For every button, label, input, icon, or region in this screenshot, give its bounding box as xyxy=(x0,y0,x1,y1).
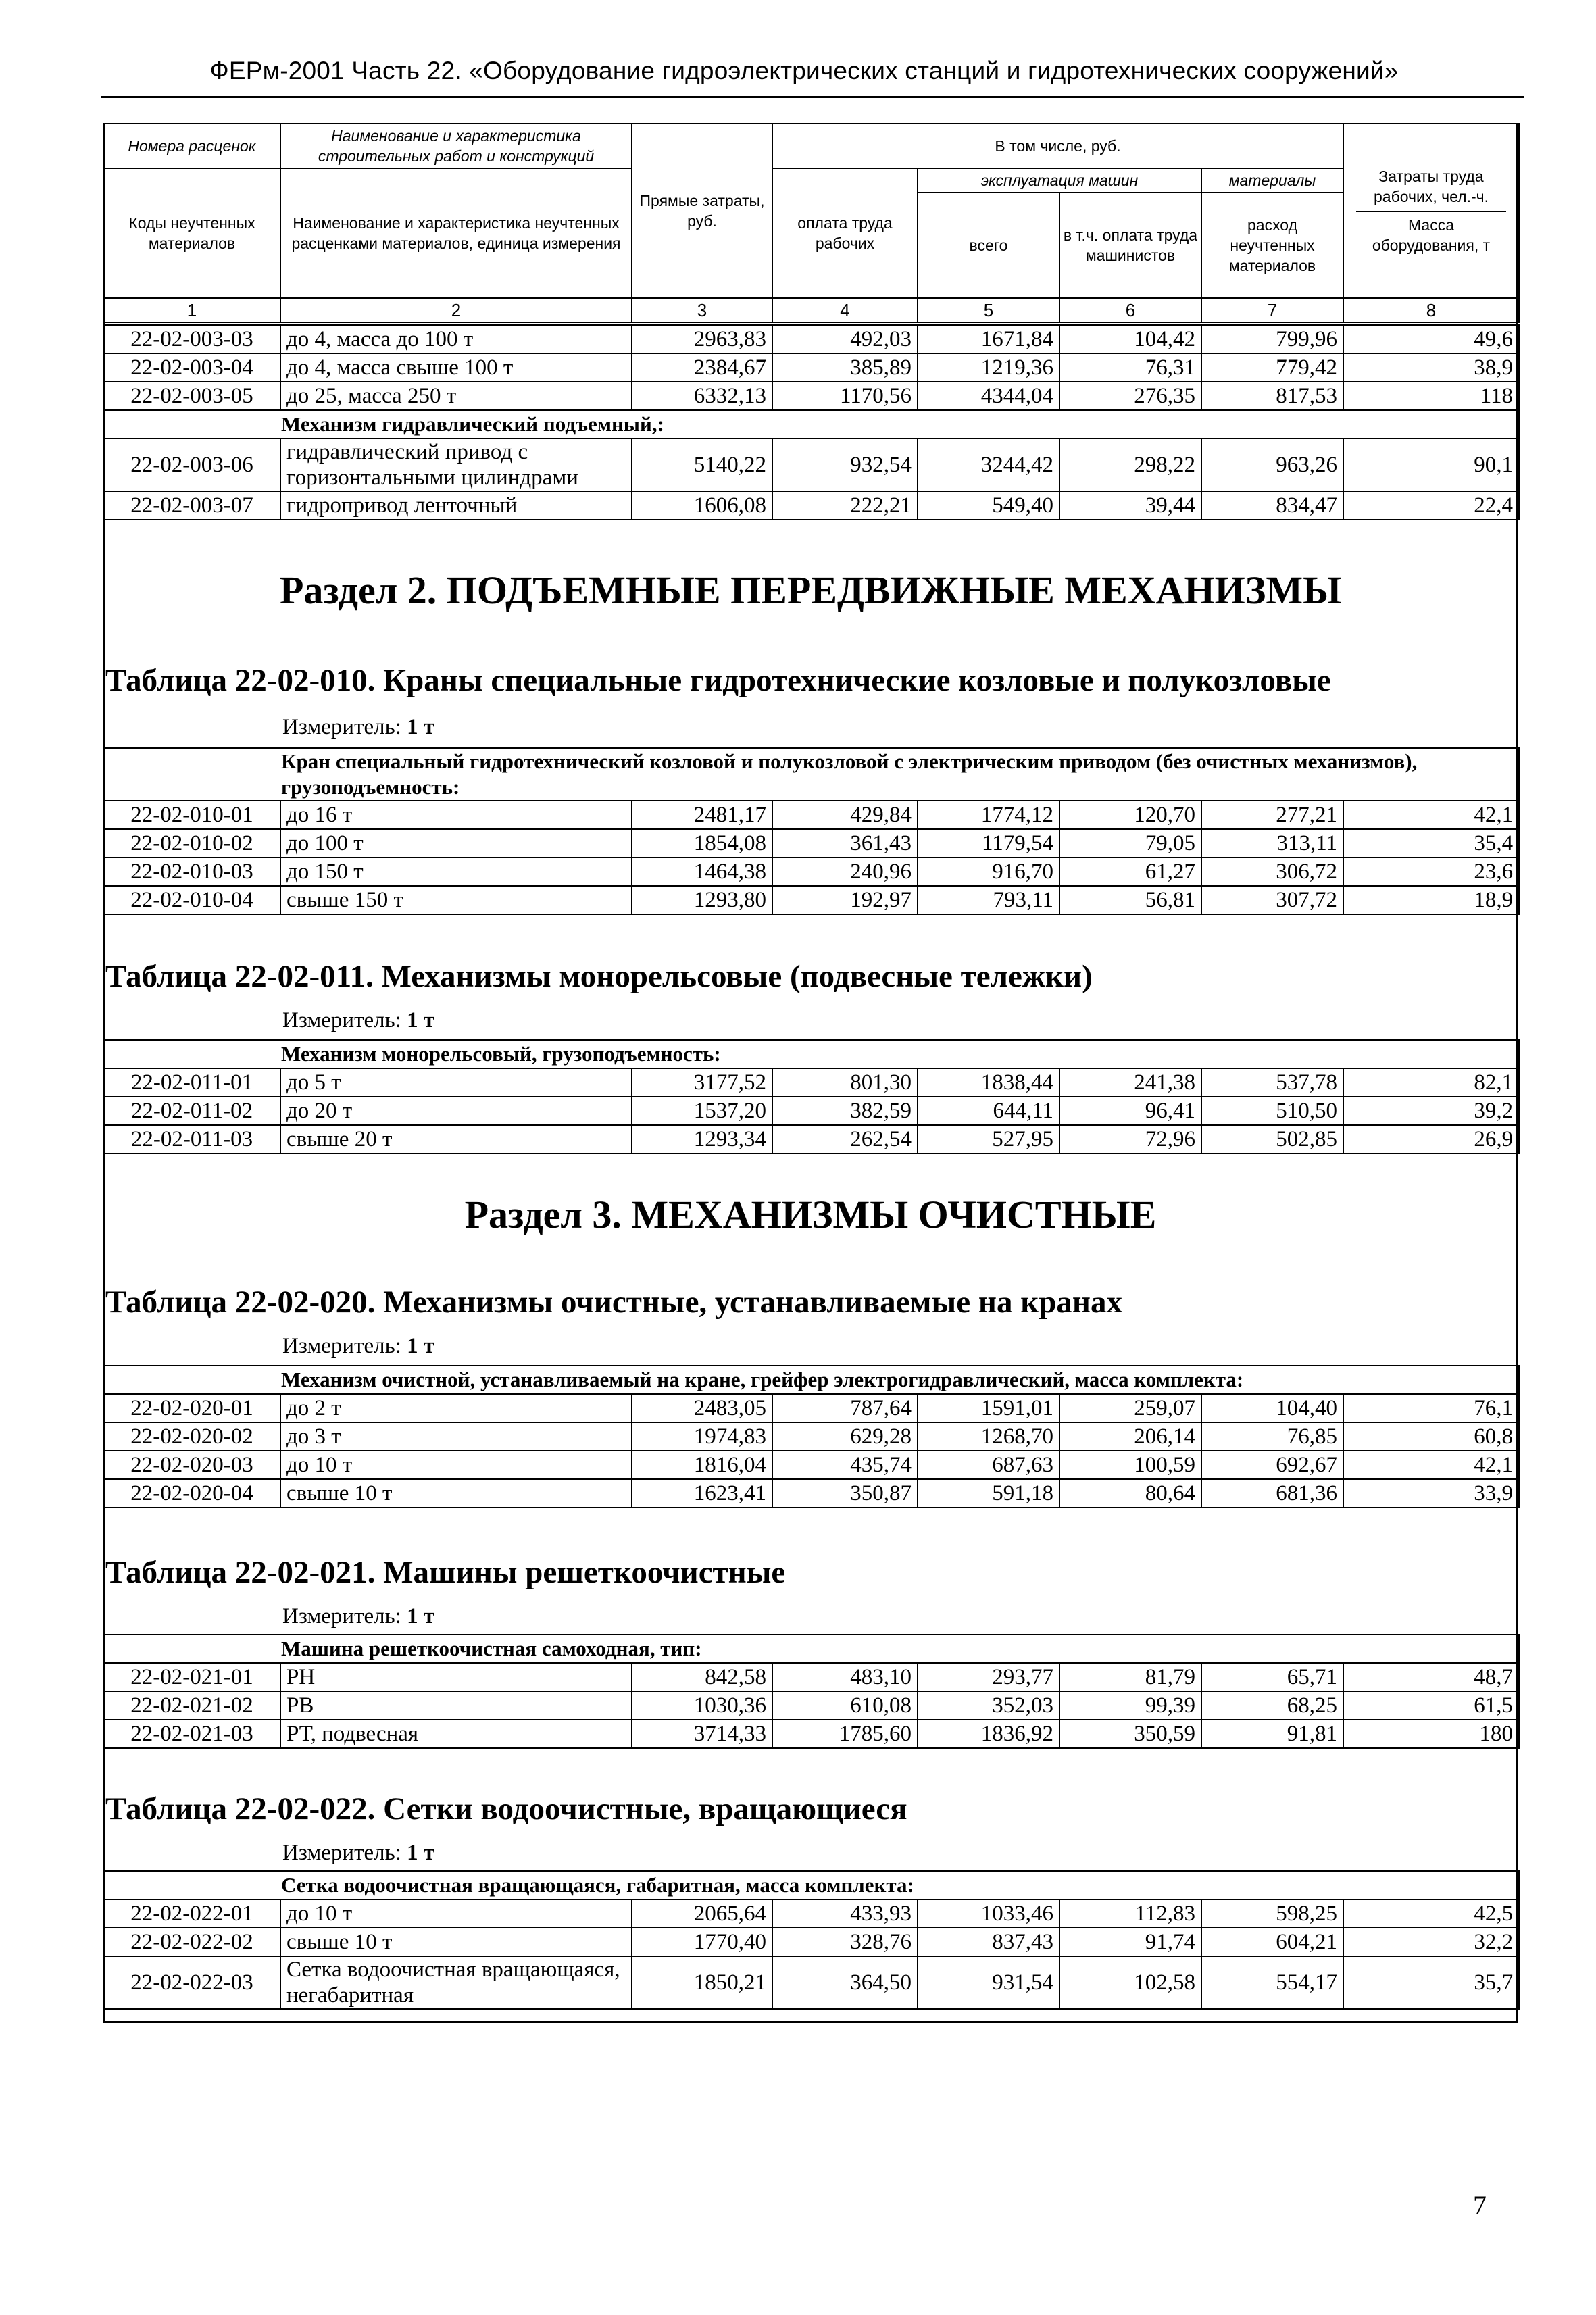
direct-cost-cell: 1606,08 xyxy=(632,491,772,520)
table-011-title: Таблица 22-02-011. Механизмы монорельсовые (подвесные тележки) xyxy=(105,959,1093,994)
machines-total-cell: 4344,04 xyxy=(918,382,1059,410)
col-num-8: 8 xyxy=(1343,298,1519,322)
code-cell: 22-02-020-01 xyxy=(103,1394,280,1422)
machines-total-cell: 1268,70 xyxy=(918,1422,1059,1451)
materials-cell: 68,25 xyxy=(1201,1691,1343,1720)
machines-total-cell: 1774,12 xyxy=(918,801,1059,829)
labor-hours-cell: 35,4 xyxy=(1343,829,1519,857)
labor-pay-cell: 429,84 xyxy=(772,801,918,829)
labor-pay-cell: 1785,60 xyxy=(772,1720,918,1748)
name-cell: гидропривод ленточный xyxy=(280,491,632,520)
col-machines: эксплуатация машин xyxy=(918,168,1201,193)
materials-cell: 104,40 xyxy=(1201,1394,1343,1422)
machines-total-cell: 1219,36 xyxy=(918,353,1059,382)
name-cell: до 25, масса 250 т xyxy=(280,382,632,410)
table-row xyxy=(103,1422,1519,1451)
labor-pay-cell: 483,10 xyxy=(772,1663,918,1691)
machines-total-cell: 352,03 xyxy=(918,1691,1059,1720)
materials-cell: 598,25 xyxy=(1201,1899,1343,1928)
machines-total-cell: 931,54 xyxy=(918,1956,1059,2009)
table-row xyxy=(103,1928,1519,1956)
name-cell: до 4, масса свыше 100 т xyxy=(280,353,632,382)
materials-cell: 817,53 xyxy=(1201,382,1343,410)
table-row xyxy=(103,1068,1519,1097)
code-cell: 22-02-010-04 xyxy=(103,886,280,914)
col-labor-bottom: Масса оборудования, т xyxy=(1356,211,1506,255)
group-heading: Сетка водоочистная вращающаяся, габаритная, масса комплекта: xyxy=(103,1871,1519,1899)
materials-cell: 963,26 xyxy=(1201,439,1343,491)
table-011-meter xyxy=(282,1008,434,1033)
labor-hours-cell: 118 xyxy=(1343,382,1519,410)
group-row xyxy=(103,1040,1519,1068)
block1-table xyxy=(103,324,1520,520)
materials-cell: 692,67 xyxy=(1201,1451,1343,1479)
col-name-top: Наименование и характеристика строительных работ и конструкций xyxy=(280,124,632,168)
group-row xyxy=(103,748,1519,801)
name-cell: до 10 т xyxy=(280,1451,632,1479)
operators-pay-cell: 298,22 xyxy=(1059,439,1201,491)
materials-cell: 307,72 xyxy=(1201,886,1343,914)
machines-total-cell: 1033,46 xyxy=(918,1899,1059,1928)
group-heading: Механизм гидравлический подъемный,: xyxy=(103,410,1519,439)
code-cell: 22-02-022-02 xyxy=(103,1928,280,1956)
code-cell: 22-02-011-03 xyxy=(103,1125,280,1153)
code-cell: 22-02-011-01 xyxy=(103,1068,280,1097)
table-row xyxy=(103,382,1519,410)
name-cell: до 16 т xyxy=(280,801,632,829)
labor-pay-cell: 240,96 xyxy=(772,857,918,886)
group-row xyxy=(103,1366,1519,1394)
code-cell: 22-02-022-01 xyxy=(103,1899,280,1928)
labor-hours-cell: 48,7 xyxy=(1343,1663,1519,1691)
machines-total-cell: 837,43 xyxy=(918,1928,1059,1956)
materials-cell: 554,17 xyxy=(1201,1956,1343,2009)
col-code-top: Номера расценок xyxy=(103,124,280,168)
labor-pay-cell: 433,93 xyxy=(772,1899,918,1928)
direct-cost-cell: 6332,13 xyxy=(632,382,772,410)
code-cell: 22-02-021-01 xyxy=(103,1663,280,1691)
labor-hours-cell: 49,6 xyxy=(1343,325,1519,353)
direct-cost-cell: 1854,08 xyxy=(632,829,772,857)
code-cell: 22-02-003-07 xyxy=(103,491,280,520)
meter-value: 1 т xyxy=(407,1841,435,1865)
direct-cost-cell: 1816,04 xyxy=(632,1451,772,1479)
code-cell: 22-02-010-03 xyxy=(103,857,280,886)
materials-cell: 537,78 xyxy=(1201,1068,1343,1097)
materials-cell: 779,42 xyxy=(1201,353,1343,382)
direct-cost-cell: 1293,80 xyxy=(632,886,772,914)
col-incl: В том числе, руб. xyxy=(772,124,1343,168)
operators-pay-cell: 61,27 xyxy=(1059,857,1201,886)
col-incl-operators: в т.ч. оплата труда машинистов xyxy=(1059,193,1201,298)
code-cell: 22-02-010-01 xyxy=(103,801,280,829)
operators-pay-cell: 112,83 xyxy=(1059,1899,1201,1928)
labor-pay-cell: 801,30 xyxy=(772,1068,918,1097)
table-row xyxy=(103,1451,1519,1479)
name-cell: свыше 20 т xyxy=(280,1125,632,1153)
name-cell: свыше 10 т xyxy=(280,1928,632,1956)
direct-cost-cell: 2963,83 xyxy=(632,325,772,353)
table-row xyxy=(103,325,1519,353)
direct-cost-cell: 1030,36 xyxy=(632,1691,772,1720)
machines-total-cell: 1671,84 xyxy=(918,325,1059,353)
materials-cell: 834,47 xyxy=(1201,491,1343,520)
labor-hours-cell: 33,9 xyxy=(1343,1479,1519,1508)
table-020-meter xyxy=(282,1334,434,1359)
labor-pay-cell: 361,43 xyxy=(772,829,918,857)
labor-pay-cell: 1170,56 xyxy=(772,382,918,410)
meter-label: Измеритель: xyxy=(282,715,401,739)
table-022 xyxy=(103,1870,1520,2010)
direct-cost-cell: 2481,17 xyxy=(632,801,772,829)
code-cell: 22-02-011-02 xyxy=(103,1097,280,1125)
machines-total-cell: 591,18 xyxy=(918,1479,1059,1508)
group-row xyxy=(103,1635,1519,1663)
table-row xyxy=(103,857,1519,886)
group-row xyxy=(103,410,1519,439)
page-number: 7 xyxy=(1473,2190,1487,2220)
col-materials: материалы xyxy=(1201,168,1343,193)
operators-pay-cell: 80,64 xyxy=(1059,1479,1201,1508)
direct-cost-cell: 1974,83 xyxy=(632,1422,772,1451)
labor-hours-cell: 42,1 xyxy=(1343,801,1519,829)
group-heading: Механизм монорельсовый, грузоподъемность: xyxy=(103,1040,1519,1068)
machines-total-cell: 527,95 xyxy=(918,1125,1059,1153)
direct-cost-cell: 2065,64 xyxy=(632,1899,772,1928)
operators-pay-cell: 259,07 xyxy=(1059,1394,1201,1422)
labor-pay-cell: 492,03 xyxy=(772,325,918,353)
table-021 xyxy=(103,1634,1520,1749)
operators-pay-cell: 100,59 xyxy=(1059,1451,1201,1479)
col-name-bottom: Наименование и характеристика неучтенных расценками материалов, единица измерения xyxy=(280,168,632,298)
col-code-bottom: Коды неучтенных материалов xyxy=(103,168,280,298)
labor-hours-cell: 32,2 xyxy=(1343,1928,1519,1956)
operators-pay-cell: 102,58 xyxy=(1059,1956,1201,2009)
direct-cost-cell: 1537,20 xyxy=(632,1097,772,1125)
labor-hours-cell: 42,5 xyxy=(1343,1899,1519,1928)
labor-hours-cell: 76,1 xyxy=(1343,1394,1519,1422)
operators-pay-cell: 96,41 xyxy=(1059,1097,1201,1125)
name-cell: до 150 т xyxy=(280,857,632,886)
machines-total-cell: 293,77 xyxy=(918,1663,1059,1691)
table-row xyxy=(103,886,1519,914)
direct-cost-cell: 1850,21 xyxy=(632,1956,772,2009)
operators-pay-cell: 104,42 xyxy=(1059,325,1201,353)
name-cell: РТ, подвесная xyxy=(280,1720,632,1748)
table-row xyxy=(103,491,1519,520)
table-022-title: Таблица 22-02-022. Сетки водоочистные, вращающиеся xyxy=(105,1791,907,1826)
labor-pay-cell: 382,59 xyxy=(772,1097,918,1125)
operators-pay-cell: 276,35 xyxy=(1059,382,1201,410)
machines-total-cell: 644,11 xyxy=(918,1097,1059,1125)
code-cell: 22-02-003-04 xyxy=(103,353,280,382)
column-header-table xyxy=(103,123,1520,323)
materials-cell: 277,21 xyxy=(1201,801,1343,829)
labor-pay-cell: 435,74 xyxy=(772,1451,918,1479)
table-row xyxy=(103,1394,1519,1422)
labor-hours-cell: 180 xyxy=(1343,1720,1519,1748)
table-row xyxy=(103,1479,1519,1508)
group-heading: Механизм очистной, устанавливаемый на кране, грейфер электрогидравлический, масса комплекта: xyxy=(103,1366,1519,1394)
labor-pay-cell: 932,54 xyxy=(772,439,918,491)
operators-pay-cell: 56,81 xyxy=(1059,886,1201,914)
code-cell: 22-02-003-05 xyxy=(103,382,280,410)
table-row xyxy=(103,1125,1519,1153)
operators-pay-cell: 120,70 xyxy=(1059,801,1201,829)
col-num-1: 1 xyxy=(103,298,280,322)
direct-cost-cell: 2483,05 xyxy=(632,1394,772,1422)
name-cell: до 3 т xyxy=(280,1422,632,1451)
labor-pay-cell: 350,87 xyxy=(772,1479,918,1508)
meter-label: Измеритель: xyxy=(282,1841,401,1865)
col-labor-pay: оплата труда рабочих xyxy=(772,168,918,298)
code-cell: 22-02-020-04 xyxy=(103,1479,280,1508)
table-010 xyxy=(103,747,1520,915)
group-heading: Машина решеткоочистная самоходная, тип: xyxy=(103,1635,1519,1663)
table-010-title: Таблица 22-02-010. Краны специальные гидротехнические козловые и полукозловые xyxy=(105,663,1331,698)
col-labor xyxy=(1343,124,1519,298)
direct-cost-cell: 1770,40 xyxy=(632,1928,772,1956)
table-011 xyxy=(103,1039,1520,1154)
code-cell: 22-02-020-02 xyxy=(103,1422,280,1451)
meter-label: Измеритель: xyxy=(282,1334,401,1358)
labor-hours-cell: 35,7 xyxy=(1343,1956,1519,2009)
materials-cell: 681,36 xyxy=(1201,1479,1343,1508)
direct-cost-cell: 842,58 xyxy=(632,1663,772,1691)
machines-total-cell: 916,70 xyxy=(918,857,1059,886)
labor-pay-cell: 192,97 xyxy=(772,886,918,914)
table-row xyxy=(103,1691,1519,1720)
machines-total-cell: 549,40 xyxy=(918,491,1059,520)
meter-value: 1 т xyxy=(407,1008,435,1032)
meter-value: 1 т xyxy=(407,715,435,739)
group-heading: Кран специальный гидротехнический козловой и полукозловой с электрическим приводом (без очистных механизмов), грузоподъемность: xyxy=(103,748,1519,801)
operators-pay-cell: 39,44 xyxy=(1059,491,1201,520)
labor-hours-cell: 22,4 xyxy=(1343,491,1519,520)
table-row xyxy=(103,1663,1519,1691)
direct-cost-cell: 2384,67 xyxy=(632,353,772,382)
col-num-2: 2 xyxy=(280,298,632,322)
machines-total-cell: 793,11 xyxy=(918,886,1059,914)
machines-total-cell: 1836,92 xyxy=(918,1720,1059,1748)
labor-hours-cell: 82,1 xyxy=(1343,1068,1519,1097)
operators-pay-cell: 241,38 xyxy=(1059,1068,1201,1097)
operators-pay-cell: 76,31 xyxy=(1059,353,1201,382)
name-cell: свыше 150 т xyxy=(280,886,632,914)
code-cell: 22-02-021-03 xyxy=(103,1720,280,1748)
materials-cell: 510,50 xyxy=(1201,1097,1343,1125)
operators-pay-cell: 206,14 xyxy=(1059,1422,1201,1451)
labor-hours-cell: 23,6 xyxy=(1343,857,1519,886)
name-cell: до 5 т xyxy=(280,1068,632,1097)
table-021-meter xyxy=(282,1604,434,1629)
table-021-title: Таблица 22-02-021. Машины решеткоочистные xyxy=(105,1555,786,1590)
col-num-3: 3 xyxy=(632,298,772,322)
name-cell: свыше 10 т xyxy=(280,1479,632,1508)
section-3-title: Раздел 3. МЕХАНИЗМЫ ОЧИСТНЫЕ xyxy=(464,1193,1157,1237)
operators-pay-cell: 72,96 xyxy=(1059,1125,1201,1153)
machines-total-cell: 687,63 xyxy=(918,1451,1059,1479)
table-row xyxy=(103,1720,1519,1748)
labor-hours-cell: 26,9 xyxy=(1343,1125,1519,1153)
col-mat-unaccounted: расход неучтенных материалов xyxy=(1201,193,1343,298)
name-cell: Сетка водоочистная вращающаяся, негабаритная xyxy=(280,1956,632,2009)
meter-value: 1 т xyxy=(407,1334,435,1358)
direct-cost-cell: 3177,52 xyxy=(632,1068,772,1097)
code-cell: 22-02-022-03 xyxy=(103,1956,280,2009)
labor-hours-cell: 39,2 xyxy=(1343,1097,1519,1125)
code-cell: 22-02-003-03 xyxy=(103,325,280,353)
table-row xyxy=(103,801,1519,829)
table-row xyxy=(103,439,1519,491)
machines-total-cell: 1179,54 xyxy=(918,829,1059,857)
col-num-5: 5 xyxy=(918,298,1059,322)
code-cell: 22-02-003-06 xyxy=(103,439,280,491)
labor-pay-cell: 787,64 xyxy=(772,1394,918,1422)
name-cell: до 20 т xyxy=(280,1097,632,1125)
table-row xyxy=(103,1097,1519,1125)
labor-pay-cell: 328,76 xyxy=(772,1928,918,1956)
page-header: ФЕРм-2001 Часть 22. «Оборудование гидроэлектрических станций и гидротехнических сооружений» xyxy=(209,57,1399,84)
table-020 xyxy=(103,1365,1520,1508)
labor-hours-cell: 61,5 xyxy=(1343,1691,1519,1720)
code-cell: 22-02-020-03 xyxy=(103,1451,280,1479)
col-num-4: 4 xyxy=(772,298,918,322)
name-cell: гидравлический привод с горизонтальными цилиндрами xyxy=(280,439,632,491)
direct-cost-cell: 1623,41 xyxy=(632,1479,772,1508)
name-cell: РВ xyxy=(280,1691,632,1720)
meter-label: Измеритель: xyxy=(282,1604,401,1628)
materials-cell: 502,85 xyxy=(1201,1125,1343,1153)
operators-pay-cell: 91,74 xyxy=(1059,1928,1201,1956)
group-row xyxy=(103,1871,1519,1899)
operators-pay-cell: 99,39 xyxy=(1059,1691,1201,1720)
labor-hours-cell: 90,1 xyxy=(1343,439,1519,491)
labor-hours-cell: 18,9 xyxy=(1343,886,1519,914)
operators-pay-cell: 350,59 xyxy=(1059,1720,1201,1748)
labor-pay-cell: 629,28 xyxy=(772,1422,918,1451)
name-cell: до 2 т xyxy=(280,1394,632,1422)
table-row xyxy=(103,353,1519,382)
col-labor-top: Затраты труда рабочих, чел.-ч. xyxy=(1373,168,1489,205)
machines-total-cell: 1591,01 xyxy=(918,1394,1059,1422)
operators-pay-cell: 81,79 xyxy=(1059,1663,1201,1691)
name-cell: до 4, масса до 100 т xyxy=(280,325,632,353)
direct-cost-cell: 1293,34 xyxy=(632,1125,772,1153)
materials-cell: 91,81 xyxy=(1201,1720,1343,1748)
name-cell: РН xyxy=(280,1663,632,1691)
machines-total-cell: 3244,42 xyxy=(918,439,1059,491)
labor-pay-cell: 610,08 xyxy=(772,1691,918,1720)
machines-total-cell: 1838,44 xyxy=(918,1068,1059,1097)
materials-cell: 306,72 xyxy=(1201,857,1343,886)
materials-cell: 604,21 xyxy=(1201,1928,1343,1956)
header-rule xyxy=(101,96,1524,98)
labor-pay-cell: 222,21 xyxy=(772,491,918,520)
table-020-title: Таблица 22-02-020. Механизмы очистные, устанавливаемые на кранах xyxy=(105,1285,1122,1320)
col-num-6: 6 xyxy=(1059,298,1201,322)
operators-pay-cell: 79,05 xyxy=(1059,829,1201,857)
section-2-title: Раздел 2. ПОДЪЕМНЫЕ ПЕРЕДВИЖНЫЕ МЕХАНИЗМЫ xyxy=(279,568,1342,612)
materials-cell: 76,85 xyxy=(1201,1422,1343,1451)
name-cell: до 100 т xyxy=(280,829,632,857)
labor-pay-cell: 364,50 xyxy=(772,1956,918,2009)
labor-hours-cell: 42,1 xyxy=(1343,1451,1519,1479)
direct-cost-cell: 1464,38 xyxy=(632,857,772,886)
labor-pay-cell: 385,89 xyxy=(772,353,918,382)
col-direct: Прямые затраты, руб. xyxy=(632,124,772,298)
col-total: всего xyxy=(918,193,1059,298)
code-cell: 22-02-010-02 xyxy=(103,829,280,857)
labor-pay-cell: 262,54 xyxy=(772,1125,918,1153)
table-row xyxy=(103,1956,1519,2009)
table-row xyxy=(103,829,1519,857)
code-cell: 22-02-021-02 xyxy=(103,1691,280,1720)
materials-cell: 65,71 xyxy=(1201,1663,1343,1691)
direct-cost-cell: 5140,22 xyxy=(632,439,772,491)
labor-hours-cell: 38,9 xyxy=(1343,353,1519,382)
col-num-7: 7 xyxy=(1201,298,1343,322)
materials-cell: 313,11 xyxy=(1201,829,1343,857)
materials-cell: 799,96 xyxy=(1201,325,1343,353)
meter-value: 1 т xyxy=(407,1604,435,1628)
labor-hours-cell: 60,8 xyxy=(1343,1422,1519,1451)
name-cell: до 10 т xyxy=(280,1899,632,1928)
meter-label: Измеритель: xyxy=(282,1008,401,1032)
direct-cost-cell: 3714,33 xyxy=(632,1720,772,1748)
table-row xyxy=(103,1899,1519,1928)
table-010-meter xyxy=(282,715,434,740)
table-022-meter xyxy=(282,1841,434,1866)
